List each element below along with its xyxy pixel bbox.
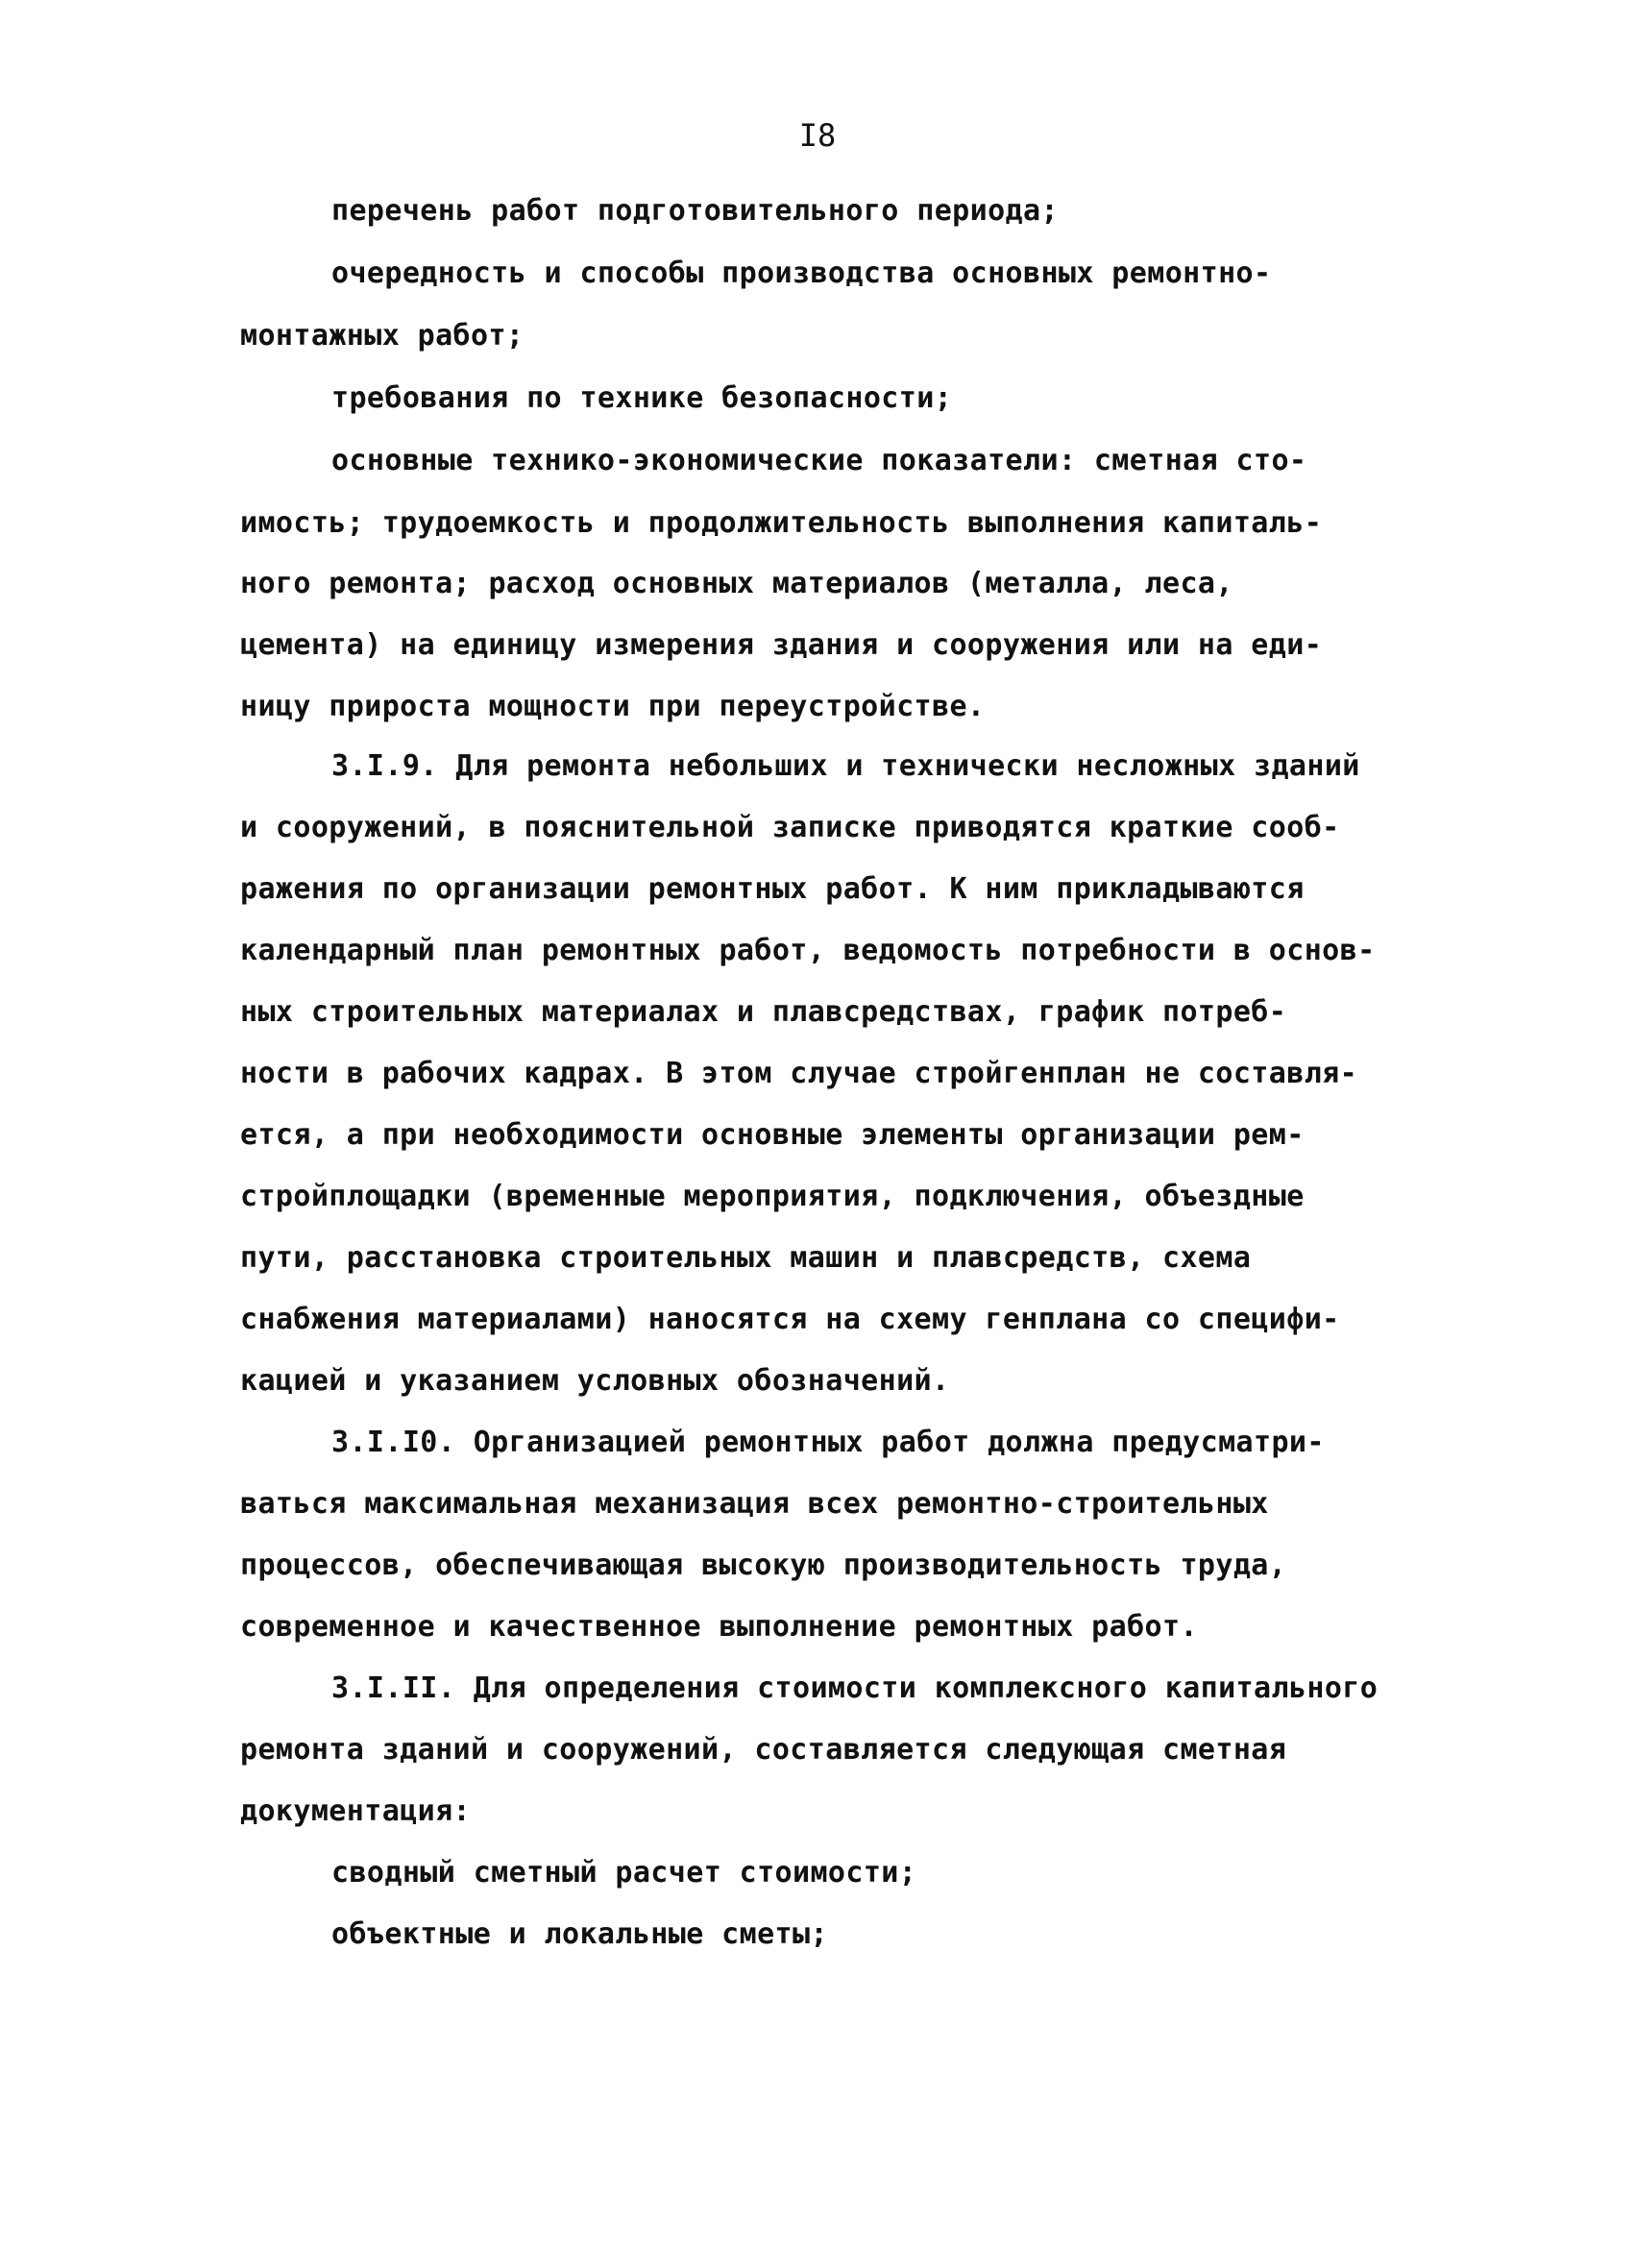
text-line: монтажных работ; [240,319,525,353]
text-line: снабжения материалами) наносятся на схему генплана со специфи- [240,1303,1340,1336]
text-line: ется, а при необходимости основные элементы организации рем- [240,1118,1305,1152]
paragraph-3-1-9-start: 3.I.9. Для ремонта небольших и технически несложных зданий [331,749,1360,783]
text-line: кацией и указанием условных обозначений. [240,1364,950,1398]
text-line: имость; трудоемкость и продолжительность выполнения капиталь- [240,506,1323,540]
page-number: I8 [798,117,837,154]
list-item: сводный сметный расчет стоимости; [331,1856,917,1890]
paragraph-3-1-10-start: 3.I.I0. Организацией ремонтных работ должна предусматри- [331,1426,1325,1459]
text-line: пути, расстановка строительных машин и плавсредств, схема [240,1241,1252,1275]
text-line: ваться максимальная механизация всех ремонтно-строительных [240,1487,1269,1521]
text-line: ремонта зданий и сооружений, составляется следующая сметная [240,1733,1287,1767]
text-line: ницу прироста мощности при переустройстве. [240,690,986,723]
text-line: и сооружений, в пояснительной записке приводятся краткие сооб- [240,811,1340,844]
text-line: календарный план ремонтных работ, ведомость потребности в основ- [240,934,1376,967]
text-line: стройплощадки (временные мероприятия, подключения, объездные [240,1180,1305,1213]
text-line: ражения по организации ремонтных работ. К ним прикладываются [240,872,1305,906]
text-line: документация: [240,1794,471,1828]
text-line: цемента) на единицу измерения здания и сооружения или на еди- [240,628,1323,662]
text-line: современное и качественное выполнение ремонтных работ. [240,1610,1198,1644]
list-item: объектные и локальные сметы; [331,1917,828,1951]
text-line: требования по технике безопасности; [331,381,953,415]
paragraph-3-1-11-start: 3.I.II. Для определения стоимости комплексного капитального [331,1671,1379,1705]
text-line: ного ремонта; расход основных материалов (металла, леса, [240,567,1233,600]
text-line: основные технико-экономические показатели: сметная сто- [331,444,1307,477]
text-line: очередность и способы производства основных ремонтно- [331,256,1272,290]
text-line: перечень работ подготовительного периода; [331,194,1059,228]
text-line: ности в рабочих кадрах. В этом случае стройгенплан не составля- [240,1057,1358,1090]
text-line: ных строительных материалах и плавсредствах, график потреб- [240,995,1287,1029]
text-line: процессов, обеспечивающая высокую производительность труда, [240,1549,1287,1582]
